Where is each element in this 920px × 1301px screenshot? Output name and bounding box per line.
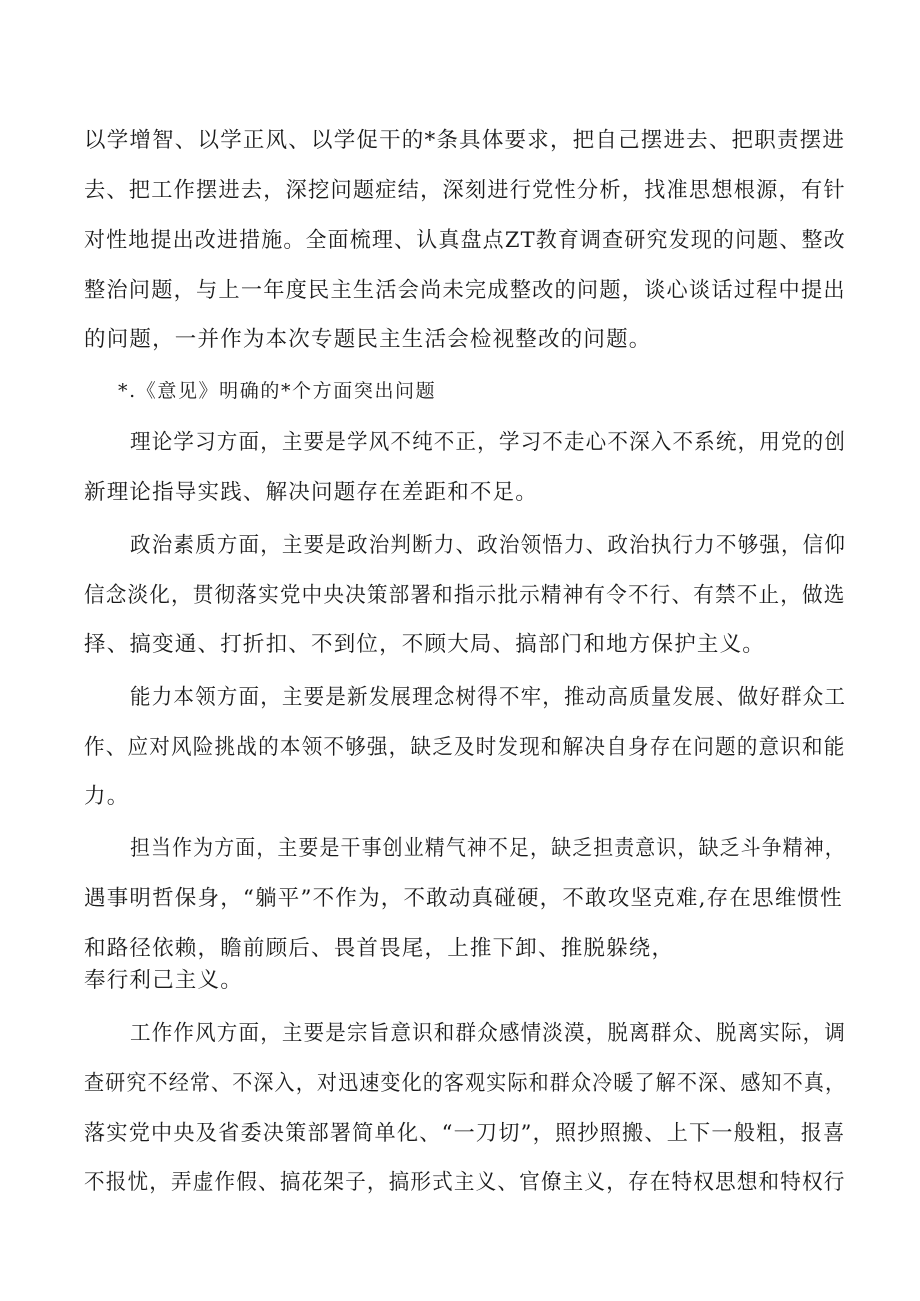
body-text-line: 力。 (84, 784, 130, 809)
body-text-line: 理论学习方面，主要是学风不纯不正，学习不走心不深入不系统，用党的创 (130, 430, 847, 455)
body-text-line: 奉行利己主义。 (84, 968, 243, 993)
body-text-line: 择、搞变通、打折扣、不到位，不顾大局、搞部门和地方保护主义。 (84, 632, 766, 657)
section-heading: *.《意见》明确的*个方面突出问题 (118, 380, 437, 402)
body-text-line: 和路径依赖，瞻前顾后、畏首畏尾，上推下卸、推脱躲绕， (84, 936, 675, 961)
body-text-line: 以学增智、以学正风、以学促干的*条具体要求，把自己摆进去、把职责摆进 (84, 128, 846, 153)
body-text-line: 能力本领方面，主要是新发展理念树得不牢，推动高质量发展、做好群众工 (130, 685, 847, 710)
body-text-line: 工作作风方面，主要是宗旨意识和群众感情淡漠，脱离群众、脱离实际，调 (130, 1021, 847, 1046)
body-text-line: 遇事明哲保身，“躺平”不作为，不敢动真碰硬，不敢攻坚克难,存在思维惯性 (84, 886, 843, 911)
body-text-line: 去、把工作摆进去，深挖问题症结，深刻进行党性分析，找准思想根源，有针 (84, 178, 846, 203)
body-text-line: 作、应对风险挑战的本领不够强，缺乏及时发现和解决自身存在问题的意识和能 (84, 735, 846, 760)
body-text-line: 不报忧，弄虚作假、搞花架子，搞形式主义、官僚主义，存在特权思想和特权行 (84, 1170, 846, 1195)
body-text-line: 担当作为方面，主要是干事创业精气神不足，缺乏担责意识，缺乏斗争精神， (130, 836, 846, 861)
body-text-line: 落实党中央及省委决策部署简单化、“一刀切”，照抄照搬、上下一般粗，报喜 (84, 1121, 846, 1146)
body-text-line: 新理论指导实践、解决问题存在差距和不足。 (84, 480, 539, 505)
body-text-line: 的问题，一并作为本次专题民主生活会检视整改的问题。 (84, 327, 652, 352)
body-text-line: 对性地提出改进措施。全面梳理、认真盘点ZT教育调查研究发现的问题、整改 (84, 228, 846, 253)
body-text-line: 整治问题，与上一年度民主生活会尚未完成整改的问题，谈心谈话过程中提出 (84, 278, 846, 303)
body-text-line: 信念淡化，贯彻落实党中央决策部署和指示批示精神有令不行、有禁不止，做选 (84, 583, 846, 608)
body-text-line: 查研究不经常、不深入，对迅速变化的客观实际和群众冷暖了解不深、感知不真， (84, 1071, 847, 1096)
body-text-line: 政治素质方面，主要是政治判断力、政治领悟力、政治执行力不够强，信仰 (130, 533, 847, 558)
